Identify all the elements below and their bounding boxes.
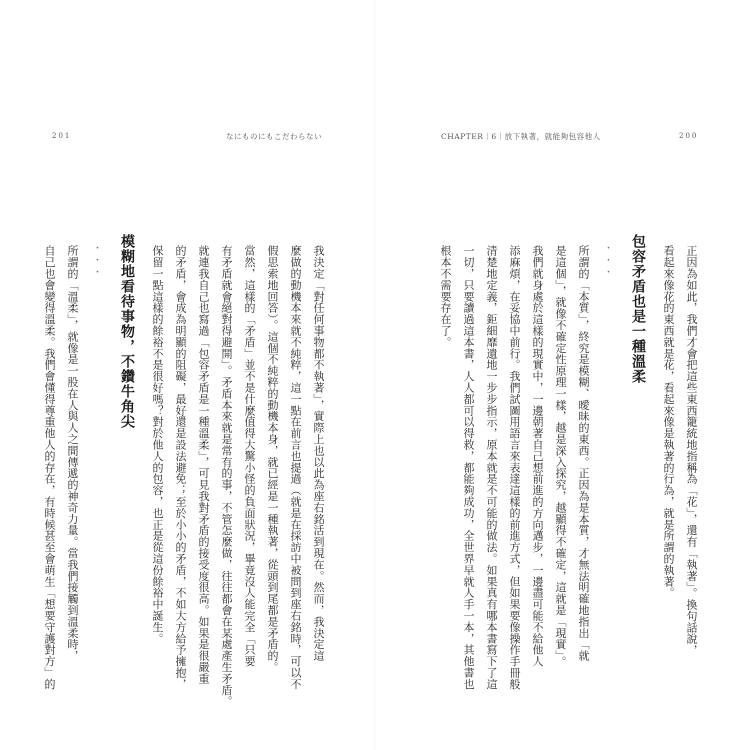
section-heading: 包容矛盾也是一種溫柔	[630, 234, 646, 384]
body-line: 自己也會變得溫柔。我們會懂得尊重他人的存在，有時候甚至會萌生「想要守護對方」的	[43, 245, 56, 690]
section-heading: 模糊地看待事物，不鑽牛角尖	[119, 234, 135, 429]
body-line: 當然，這樣的「矛盾」並不是什麼值得大驚小怪的負面狀況，畢竟沒人能完全「只要	[243, 245, 256, 667]
body-line: 添麻煩，在妥協中前行。我們試圖用語言來表達這樣的前進方式，但如果要像操作手冊般	[508, 245, 521, 690]
body-line: 根本不需要存在了。	[439, 245, 452, 348]
body-line: 所謂的「本質」，終究是模糊、曖昧的東西。正因為是本質，才無法明確地指出「就	[577, 245, 590, 662]
section-dots: ・・・	[602, 243, 612, 279]
page-number-right: 200	[679, 132, 699, 140]
body-line: 清楚地定義，鉅細靡遺地一步步指示，原本就是不可能的做法。如果真有哪本書寫下了這	[485, 245, 498, 690]
body-line: 的矛盾，會成為明顯的阻礙，最好還是設法避免；至於小小的矛盾，不如大方給予擁抱，	[174, 245, 187, 690]
body-line: 我們就身處於這樣的現實中，一邊朝著自己想前進的方向邁步，一邊盡可能不給他人	[531, 245, 544, 667]
body-line: 就連我自己也寫過「包容矛盾是一種溫柔」，可見我對矛盾的接受度很高。如果是很嚴重	[197, 245, 210, 685]
body-line: 正因為如此，我們才會把這些東西籠統地指稱為「花」，還有「執著」。換句話說，	[685, 245, 698, 656]
body-line: 看起來像花的東西就是花，看起來像是執著的行為，就是所謂的執著。	[662, 245, 675, 599]
left-page-body	[43, 234, 330, 707]
page-number-left: 201	[52, 132, 72, 140]
right-page-body	[417, 234, 703, 690]
body-line: 麼做的動機本來就不純粹，這一點在前言也提過（就是在採訪中被問到座右銘時，可以不	[289, 245, 302, 690]
body-line: 假思索地回答）。這個不純粹的動機本身，就已經是一種執著，從頭到尾都是矛盾的。	[266, 245, 279, 673]
body-line: 保留一點這樣的餘裕不是很好嗎？對於他人的包容，也正是從這份餘裕中誕生。	[151, 245, 164, 644]
body-line: 我決定「對任何事物都不執著」，實際上也以此為座右銘活到現在。然而，我決定這	[312, 245, 325, 662]
body-line: 是這個」，就像不確定性原理一樣，越是深入探究，越顯得不確定，這就是「現實」。	[554, 245, 567, 668]
section-dots: ・・・	[91, 243, 101, 279]
running-head-left: なにものにもこだわらない	[226, 132, 322, 141]
body-line: 所謂的「溫柔」，就像是一股在人與人之間傳遞的神奇力量。當我們接觸到溫柔時，	[66, 245, 79, 662]
body-line: 有矛盾就會絕對得避開」。矛盾本來就是常有的事，不管怎麼做，往往都會在某處產生矛盾。	[220, 245, 233, 707]
body-line: 一切，只要讀過這本書，人人都可以得救，都能夠成功，全世界早就人手一本，其他書也	[462, 245, 475, 690]
right-page	[375, 0, 750, 750]
running-head-right: CHAPTER｜6｜放下執著，就能夠包容他人	[441, 132, 601, 141]
